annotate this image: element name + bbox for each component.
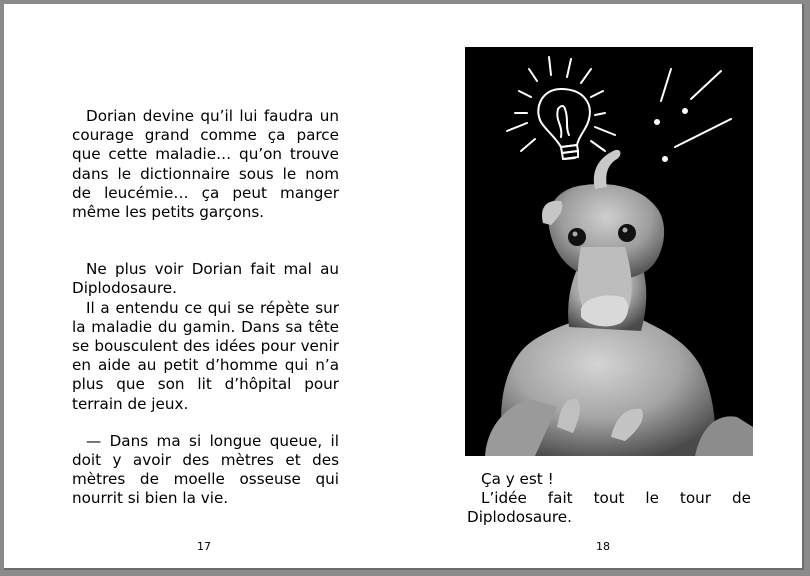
paragraph-4: — Dans ma si longue queue, il doit y avoir des mètres et des mètres de moelle osseuse qui nourrit si bien la vie.: [72, 431, 339, 508]
paragraph-1: Dorian devine qu’il lui faudra un courage grand comme ça parce que cette maladie… qu’on trouve dans le dictionnaire sous le nom de leucémie… ça peut manger même les petits garçons.: [72, 107, 339, 222]
exclamation-marks-icon: [655, 69, 731, 161]
caption-line-1: Ça y est !: [481, 470, 554, 488]
dinosaur-photo: [465, 47, 753, 456]
left-page-text: [72, 107, 339, 509]
book-spread: [4, 4, 804, 570]
page-number-left: 17: [197, 540, 211, 553]
paragraph-2: Ne plus voir Dorian fait mal au Diplodosaure.: [72, 260, 339, 298]
caption-line-2: L’idée fait tout le tour de Diplodosaure.: [467, 489, 751, 527]
photo-caption: [467, 470, 751, 528]
lightbulb-icon: [507, 57, 615, 159]
clay-dinosaur: [485, 150, 753, 456]
paragraph-3: Il a entendu ce qui se répète sur la maladie du gamin. Dans sa tête se bousculent des idées pour venir en aide au petit d’homme qui n’a plus que son lit d’hôpital pour terrain de jeux.: [72, 298, 339, 413]
page-number-right: 18: [596, 540, 610, 553]
clay-dinosaur-illustration: [465, 47, 753, 456]
